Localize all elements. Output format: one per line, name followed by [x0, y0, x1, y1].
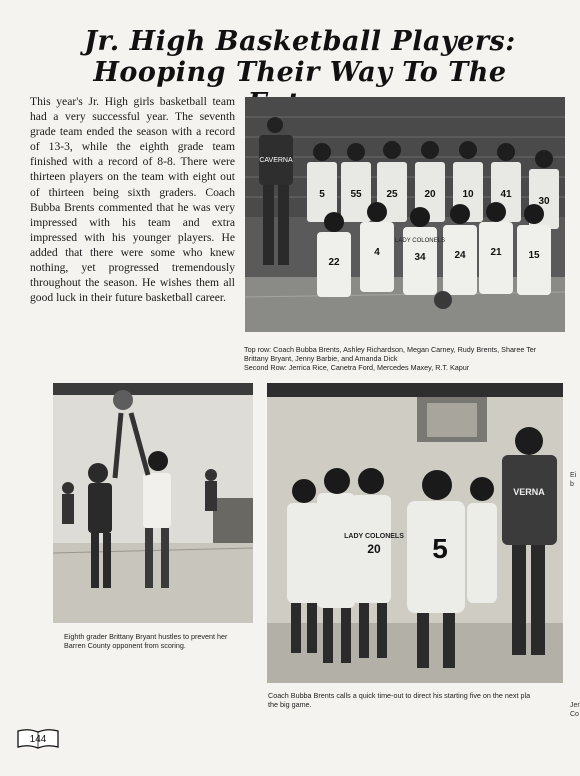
team-photo: [245, 97, 565, 332]
back-row-number-3: 25: [386, 189, 398, 200]
coach-jersey-text: CAVERNA: [259, 157, 293, 164]
front-row-number-3: 34: [414, 252, 426, 263]
team-caption-line-2: Brittany Bryant, Jenny Barbie, and Amanda Dick: [244, 354, 398, 363]
front-row-number-4: 24: [454, 250, 466, 261]
back-row-number-5: 10: [462, 189, 474, 200]
edge-text-1: Ei: [570, 472, 577, 479]
action-caption-line-1: Eighth grader Brittany Bryant hustles to prevent her: [64, 632, 228, 641]
team-jersey-text: LADY COLONELS: [395, 238, 445, 244]
action-photo-illustration: [53, 383, 253, 623]
intro-article-text: This year's Jr. High girls basketball team had a very successful year. The seventh grade team ended the season with a record of 13-3, while the eighth grade team finished with a record of 8-8. There were thirteen players on the team with eight out of thirteen being sixth graders. Coach Bubba Brents commented that he was very impressed with his team and extra impressed with his younger players. He added that there were some who knew nothing, yet progressed tremendously throughout the season. He wishes them all good luck in their future basketball career.: [30, 95, 235, 305]
front-row-number-5: 21: [490, 247, 502, 258]
title-line-2: Hooping Their Way To The: [93, 57, 507, 88]
back-row-number-7: 30: [538, 196, 550, 207]
team-photo-illustration: [245, 97, 565, 332]
edge-text-3: Jer: [570, 702, 580, 709]
timeout-photo-illustration: [267, 383, 563, 683]
timeout-photo: [267, 383, 563, 683]
timeout-jersey-text: LADY COLONELS: [344, 533, 404, 540]
basketball-icon: [113, 390, 133, 410]
page-number-badge: [16, 727, 60, 751]
jersey-number-5: 5: [432, 533, 448, 564]
action-photo-caption: [64, 632, 264, 650]
edge-text-2: b: [570, 481, 574, 488]
team-caption-line-3: Second Row: Jerrica Rice, Canetra Ford, Mercedes Maxey, R.T. Kapur: [244, 363, 470, 372]
team-photo-caption: [244, 345, 570, 372]
timeout-photo-caption: [268, 691, 570, 709]
title-line-1: Jr. High Basketball Players:: [84, 26, 516, 57]
front-row-number-1: 22: [328, 257, 340, 268]
front-row-number-2: 4: [374, 247, 380, 258]
edge-text-4: Co: [570, 711, 579, 718]
timeout-caption-line-2: the big game.: [268, 700, 312, 709]
team-caption-line-1: Top row: Coach Bubba Brents, Ashley Richardson, Megan Carney, Rudy Brents, Sharee Ter: [244, 345, 537, 354]
timeout-caption-line-1: Coach Bubba Brents calls a quick time-out to direct his starting five on the next pla: [268, 691, 531, 700]
action-photo: [53, 383, 253, 623]
action-caption-line-2: Barren County opponent from scoring.: [64, 641, 186, 650]
back-row-number-2: 55: [350, 189, 362, 200]
page-number: 144: [29, 734, 47, 745]
back-row-number-4: 20: [424, 189, 436, 200]
back-row-number-6: 41: [500, 189, 512, 200]
basketball-icon: [434, 291, 452, 309]
back-row-number-1: 5: [319, 189, 325, 200]
coach-shirt-text: VERNA: [513, 487, 545, 497]
front-row-number-6: 15: [528, 250, 540, 261]
jersey-number-20: 20: [367, 542, 381, 556]
